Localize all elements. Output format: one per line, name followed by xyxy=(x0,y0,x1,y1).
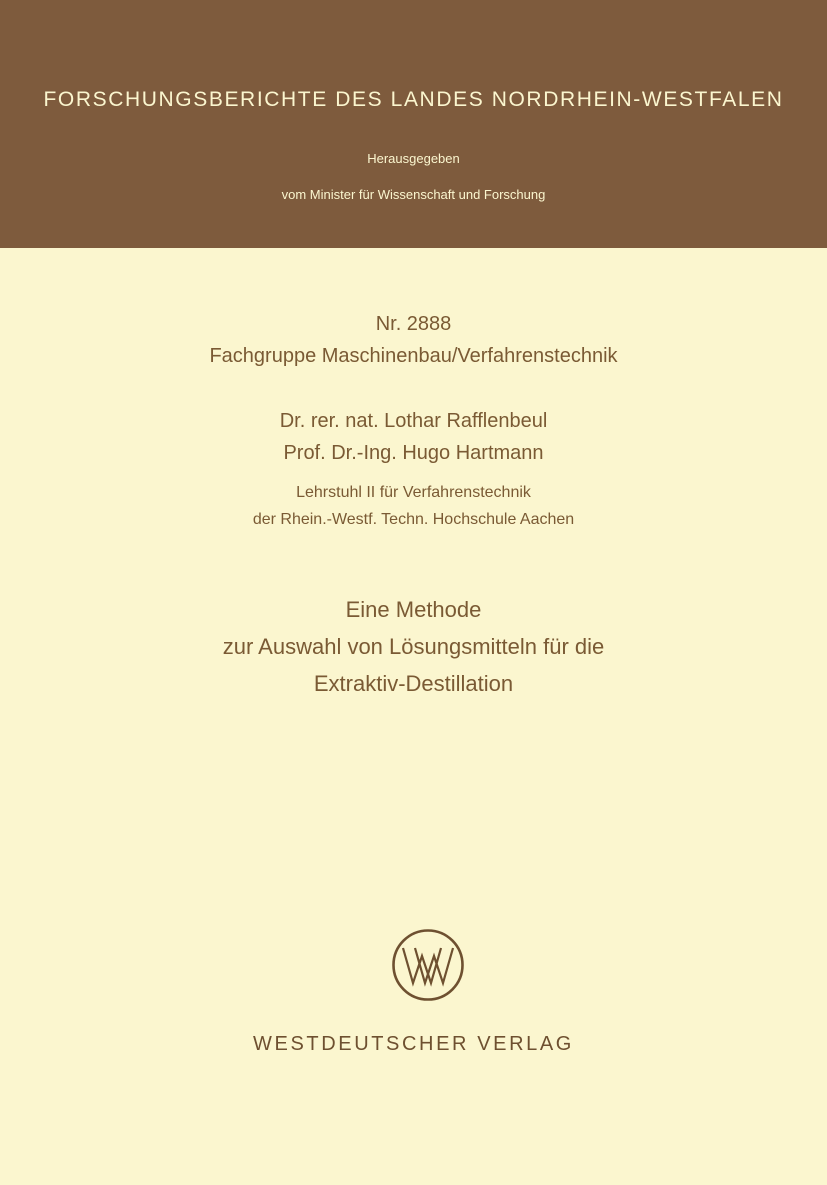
institution-line-1: Lehrstuhl II für Verfahrenstechnik xyxy=(296,484,531,501)
publisher-name: WESTDEUTSCHER VERLAG xyxy=(253,1033,574,1055)
series-title: FORSCHUNGSBERICHTE DES LANDES NORDRHEIN-WESTFALEN xyxy=(43,88,784,111)
ww-monogram-icon xyxy=(391,928,465,1002)
author-1: Dr. rer. nat. Lothar Rafflenbeul xyxy=(279,410,548,432)
header-band xyxy=(0,0,827,248)
author-2: Prof. Dr.-Ing. Hugo Hartmann xyxy=(283,442,544,464)
report-number: Nr. 2888 xyxy=(375,313,452,335)
book-title-line-1: Eine Methode xyxy=(345,597,482,622)
institution-line-2: der Rhein.-Westf. Techn. Hochschule Aachen xyxy=(252,511,575,528)
editor-line-1: Herausgegeben xyxy=(367,151,460,166)
subject-group: Fachgruppe Maschinenbau/Verfahrenstechnik xyxy=(209,345,618,367)
editor-line-2: vom Minister für Wissenschaft und Forschung xyxy=(281,187,546,202)
book-title-line-3: Extraktiv-Destillation xyxy=(313,671,514,696)
book-title-line-2: zur Auswahl von Lösungsmitteln für die xyxy=(222,634,605,659)
